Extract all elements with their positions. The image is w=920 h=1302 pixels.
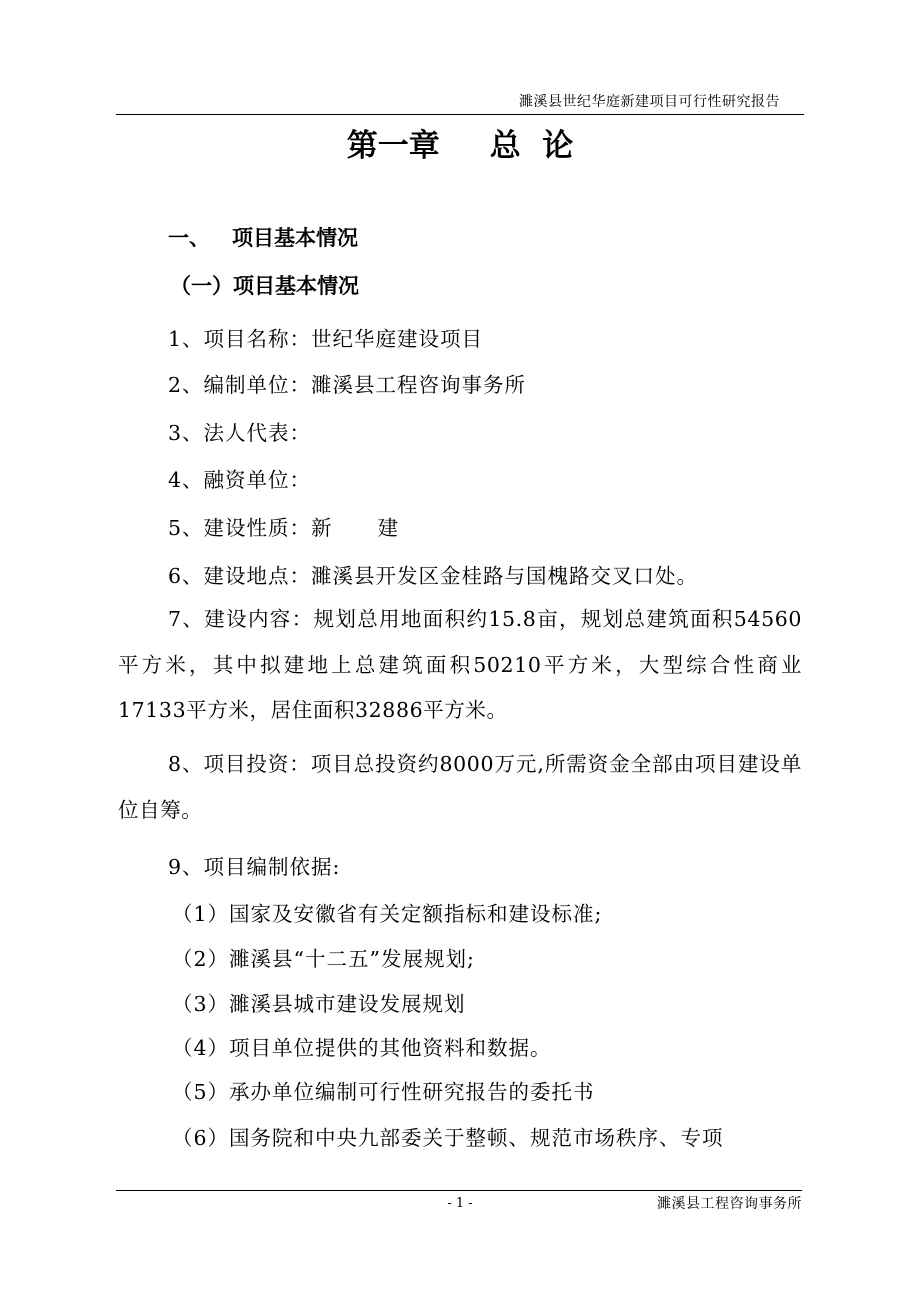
basis-item-2: （2）濉溪县“十二五”发展规划; [172, 947, 475, 971]
item-compiling-unit: 2、编制单位：濉溪县工程咨询事务所 [168, 373, 527, 397]
basis-item-4: （4）项目单位提供的其他资料和数据。 [172, 1036, 552, 1060]
chapter-number: 第一章 [346, 128, 440, 164]
chapter-title: 总 论 [489, 128, 574, 164]
item-construction-site: 6、建设地点：濉溪县开发区金桂路与国槐路交叉口处。 [168, 564, 699, 588]
basis-item-6: （6）国务院和中央九部委关于整顿、规范市场秩序、专项 [172, 1126, 724, 1150]
basis-item-3: （3）濉溪县城市建设发展规划 [172, 992, 466, 1016]
header-rule [116, 114, 804, 115]
section-heading [168, 222, 358, 252]
footer-rule [116, 1190, 802, 1191]
item-construction-nature: 5、建设性质：新 建 [168, 516, 400, 540]
footer-org: 濉溪县工程咨询事务所 [657, 1196, 802, 1212]
subsection-heading: （一）项目基本情况 [170, 274, 359, 298]
section-title: 项目基本情况 [232, 226, 358, 250]
section-number: 一、 [168, 226, 210, 250]
item-investment: 8、项目投资：项目总投资约8000万元,所需资金全部由项目建设单位自筹。 [118, 752, 802, 822]
item-project-name: 1、项目名称：世纪华庭建设项目 [168, 327, 484, 351]
basis-item-1: （1）国家及安徽省有关定额指标和建设标准; [172, 902, 603, 926]
item-construction-content: 7、建设内容：规划总用地面积约15.8亩，规划总建筑面积54560平方米，其中拟建地上总建筑面积50210平方米，大型综合性商业17133平方米，居住面积32886平方米。 [118, 607, 802, 722]
page-number: - 1 - [447, 1196, 473, 1211]
item-basis-heading: 9、项目编制依据: [168, 855, 341, 879]
running-header: 濉溪县世纪华庭新建项目可行性研究报告 [519, 94, 780, 110]
basis-item-5: （5）承办单位编制可行性研究报告的委托书 [172, 1080, 595, 1104]
item-financing-unit: 4、融资单位： [168, 468, 312, 492]
chapter-heading [0, 120, 920, 165]
item-legal-rep: 3、法人代表： [168, 421, 312, 445]
